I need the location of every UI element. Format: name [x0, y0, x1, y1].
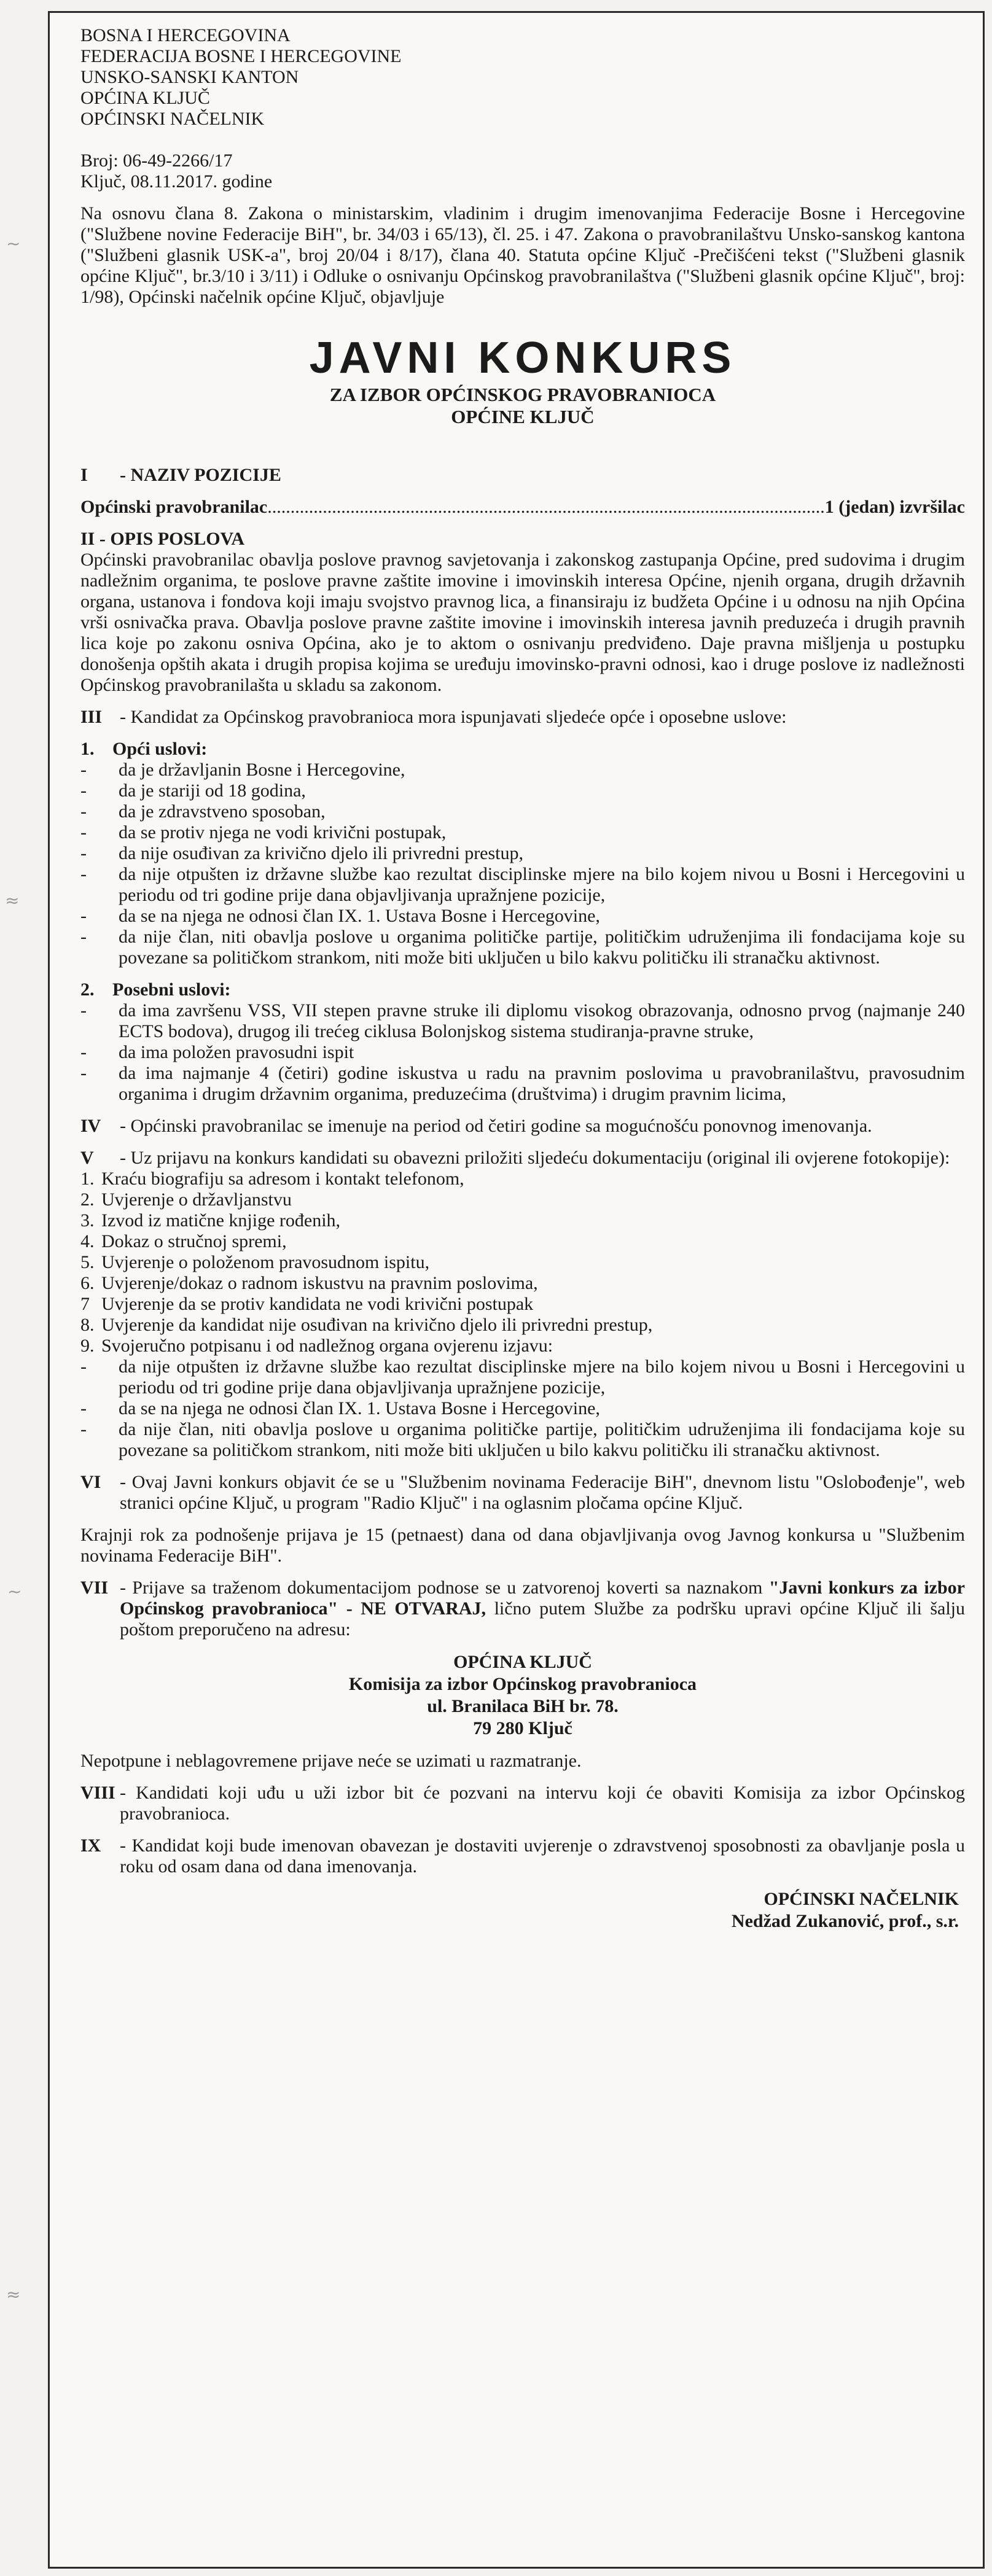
list-item: - da nije otpušten iz državne službe kao rezultat disciplinske mjere na bilo kojem nivou u Bosni i Hercegovini u periodu od tri godine prije dana objavljivanja upražnjene pozicije, [80, 1356, 965, 1398]
address-line: OPĆINA KLJUČ [453, 1652, 592, 1672]
notice-title: JAVNI KONKURS [309, 333, 736, 383]
reference-number: Broj: 06-49-2266/17 [80, 150, 233, 171]
header-line-5: OPĆINSKI NAČELNIK [80, 109, 265, 129]
notice-subtitle-municipality: OPĆINE KLJUČ [451, 406, 595, 427]
section-4: IV - Općinski pravobranilac se imenuje na period od četiri godine sa mogućnošću ponovnog imenovanja. [80, 1116, 872, 1136]
legal-basis-paragraph: Na osnovu člana 8. Zakona o ministarskim, vladinim i drugim imenovanjima Federacije Bosne i Hercegovine ("Službene novine Federacije BiH", br. 34/03 i 65/13), čl. 25. i 47. Zakona o pravobranilaštvu Unsko-sanskog kantona ("Službeni glasnik USK-a", broj 20/04 i 8/17), člana 40. Statuta općine Ključ -Prečišćeni tekst ("Službeni glasnik općine Ključ", br.3/10 i 3/11) i Odluke o osnivanju Općinskog pravobranilaštva ("Službeni glasnik općine Ključ", broj: 1/98), Općinski načelnik općine Ključ, objavljuje [80, 203, 965, 307]
position-line [80, 497, 965, 518]
document-page [48, 11, 985, 2569]
section-2-heading: II - OPIS POSLOVA [80, 529, 245, 549]
notice-subtitle: ZA IZBOR OPĆINSKOG PRAVOBRANIOCA [329, 384, 716, 405]
special-conditions-list [80, 1000, 965, 1105]
list-item: - da nije otpušten iz državne službe kao rezultat disciplinske mjere na bilo kojem nivou u Bosni i Hercegovini u periodu od tri godine prije dana objavljivanja upražnjene pozicije, [80, 864, 965, 905]
address-line: Komisija za izbor Općinskog pravobranioca [348, 1674, 697, 1694]
list-item: - da ima položen pravosudni ispit [80, 1042, 354, 1062]
mailing-address [80, 1651, 965, 1740]
section-9: IX - Kandidat koji bude imenovan obavezan je dostaviti uvjerenje o zdravstvenoj sposobnosti za obavljanje posla u roku od osam dana od dana imenovanja. [80, 1835, 965, 1877]
section-1-heading: I - NAZIV POZICIJE [80, 465, 281, 485]
section-6: VI - Ovaj Javni konkurs objavit će se u "Službenim novinama Federacije BiH", dnevnom listu "Oslobođenje", web stranici općine Ključ, u program "Radio Ključ" i na oglasnim pločama općine Ključ. [80, 1472, 965, 1513]
general-conditions-title: 1. Opći uslovi: [80, 739, 208, 759]
section-7: VII - Prijave sa traženom dokumentacijom podnose se u zatvorenoj koverti sa naznakom "Javni konkurs za izbor Općinskog pravobranioca" - NE OTVARAJ, lično putem Službe za podršku upravi općine Ključ ili šalju poštom preporučeno na adresu: [80, 1578, 966, 1640]
job-description: Općinski pravobranilac obavlja poslove pravnog savjetovanja i zakonskog zastupanja Općine, pred sudovima i drugim nadležnim organima, te poslove pravne zaštite imovine i imovinskih interesa Općine, njenih organa, drugih državnih organa, ustanova i fondova koji imaju svojstvo pravnog lica, a finansiraju iz budžeta Općine i u odnosu na njih Općina vrši osnivačka prava. Obavlja poslove pravne zaštite imovine i imovinskih interesa javnih preduzeća i drugih pravnih lica koje po zakonu osniva Općina, ako je to aktom o osnivanju predviđeno. Daje pravna mišljenja u postupku donošenja opštih akata i drugih propisa kojima se uređuju imovinsko-pravni odnosi, kao i druge poslove iz nadležnosti Općinskog pravobranilašta u skladu sa zakonom. [80, 550, 965, 695]
scan-margin-mark: ≈ [5, 890, 20, 911]
list-item: 5. Uvjerenje o položenom pravosudnom ispitu, [80, 1252, 430, 1272]
issuer-header [80, 25, 965, 130]
scan-margin-mark: ~ [6, 233, 21, 254]
signatory-title: OPĆINSKI NAČELNIK [764, 1889, 959, 1909]
list-item: - da nije član, niti obavlja poslove u organima političke partije, političkim udruženjima ili fondacijama koje su povezane sa političkom strankom, niti može biti uključen u bilo kakvu političku ili stranačku aktivnost. [80, 1419, 965, 1460]
application-deadline: Krajnji rok za podnošenje prijava je 15 (petnaest) dana od dana objavljivanja ovog Javnog konkursa u "Službenim novinama Federacije BiH". [80, 1525, 965, 1566]
header-line-3: UNSKO-SANSKI KANTON [80, 67, 299, 87]
list-item: 9. Svojeručno potpisanu i od nadležnog organa ovjerenu izjavu: [80, 1336, 553, 1356]
address-line: 79 280 Ključ [473, 1718, 572, 1738]
list-item: - da je državljanin Bosne i Hercegovine, [80, 760, 405, 780]
list-item: 1. Kraću biografiju sa adresom i kontakt telefonom, [80, 1169, 464, 1189]
list-item: 4. Dokaz o stručnoj spremi, [80, 1231, 287, 1251]
list-item: - da se protiv njega ne vodi krivični postupak, [80, 822, 447, 842]
signature-block [80, 1888, 959, 1932]
list-item: - da ima najmanje 4 (četiri) godine iskustva u radu na pravnim poslovima u pravobranilaštvu, pravosudnim organima i drugim državnim organima, preduzećima (društvima) i drugim pravnim licima, [80, 1063, 965, 1104]
incomplete-applications-note: Nepotpune i neblagovremene prijave neće se uzimati u razmatranje. [80, 1751, 582, 1771]
scan-margin-mark: ≈ [6, 2284, 21, 2305]
position-count: 1 (jedan) izvršilac [824, 497, 965, 517]
list-item: 7 Uvjerenje da se protiv kandidata ne vodi krivični postupak [80, 1294, 534, 1314]
list-item: 8. Uvjerenje da kandidat nije osuđivan na krivično djelo ili privredni prestup, [80, 1315, 653, 1335]
scan-margin-mark: ~ [7, 1581, 22, 1601]
special-conditions-title: 2. Posebni uslovi: [80, 979, 231, 1000]
issue-date: Ključ, 08.11.2017. godine [80, 171, 273, 192]
general-conditions-list [80, 760, 965, 968]
list-item: - da se na njega ne odnosi član IX. 1. Ustava Bosne i Hercegovine, [80, 906, 600, 926]
list-item: - da nije član, niti obavlja poslove u organima političke partije, političkim udruženjima ili fondacijama koje su povezane sa političkom strankom, niti može biti uključen u bilo kakvu političku ili stranačku aktivnost. [80, 927, 965, 968]
list-item: 2. Uvjerenje o državljanstvu [80, 1189, 292, 1210]
section-3-heading: III - Kandidat za Općinskog pravobranioca mora ispunjavati sljedeće opće i oposebne uslove: [80, 707, 787, 727]
list-item: 6. Uvjerenje/dokaz o radnom iskustvu na pravnim poslovima, [80, 1273, 538, 1293]
header-line-4: OPĆINA KLJUČ [80, 88, 210, 108]
header-line-1: BOSNA I HERCEGOVINA [80, 25, 291, 45]
address-line: ul. Branilaca BiH br. 78. [427, 1696, 619, 1716]
list-item: - da je zdravstveno sposoban, [80, 801, 326, 822]
list-item: 3. Izvod iz matične knjige rođenih, [80, 1210, 341, 1231]
position-name: Općinski pravobranilac [80, 497, 268, 517]
section-8: VIII - Kandidati koji uđu u uži izbor bit će pozvani na intervu koji će obaviti Komisija za izbor Općinskog pravobranioca. [80, 1783, 965, 1824]
envelope-marking: "Javni konkurs za izbor Općinskog pravobranioca" - NE OTVARAJ, [120, 1578, 965, 1619]
required-documents-list [80, 1169, 965, 1356]
list-item: - da ima završenu VSS, VII stepen pravne struke ili diplomu visokog obrazovanja, odnosno prvog (najmanje 240 ECTS bodova), drugog ili trećeg ciklusa Bolonjskog sistema studiranja-pravne struke, [80, 1000, 965, 1041]
notice-body [80, 25, 965, 1932]
list-item: - da se na njega ne odnosi član IX. 1. Ustava Bosne i Hercegovine, [80, 1398, 600, 1418]
header-line-2: FEDERACIJA BOSNE I HERCEGOVINE [80, 46, 402, 66]
section-5-heading: V - Uz prijavu na konkurs kandidati su obavezni priložiti sljedeću dokumentaciju (original ili ovjerene fotokopije): [80, 1148, 950, 1168]
signatory-name: Nedžad Zukanović, prof., s.r. [731, 1911, 959, 1931]
statement-conditions-list [80, 1356, 965, 1461]
list-item: - da nije osuđivan za krivično djelo ili privredni prestup, [80, 843, 524, 863]
list-item: - da je stariji od 18 godina, [80, 780, 306, 801]
